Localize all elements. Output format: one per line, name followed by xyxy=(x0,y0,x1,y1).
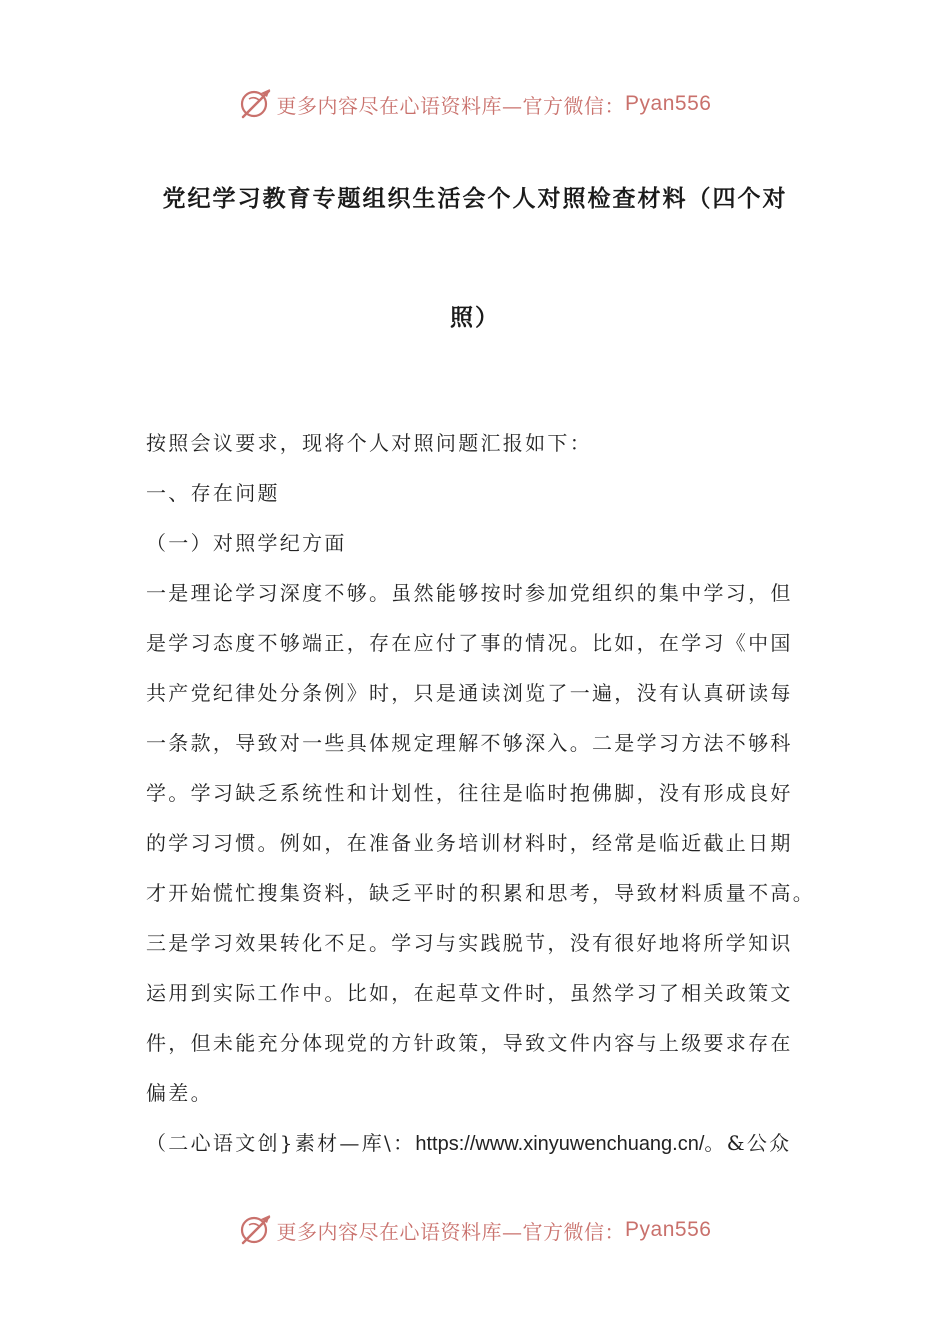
paragraph-line: 偏差。 xyxy=(146,1081,213,1105)
watermark-wechat-id: Pyan556 xyxy=(625,1218,712,1241)
watermark-banner-top xyxy=(0,84,950,124)
paragraph-line: 的学习习惯。例如，在准备业务培训材料时，经常是临近截止日期 xyxy=(146,831,793,855)
watermark-wechat-id: Pyan556 xyxy=(625,92,712,115)
document-title-line1: 党纪学习教育专题组织生活会个人对照检查材料（四个对 xyxy=(162,186,788,212)
document-body xyxy=(146,418,816,1169)
subsection2-prefix: （二心语文创}素材—库\： xyxy=(146,1131,416,1155)
paragraph-line: 一条款，导致对一些具体规定理解不够深入。二是学习方法不够科 xyxy=(146,731,793,755)
pen-logo-icon xyxy=(239,87,273,121)
watermark-text: 更多内容尽在心语资料库—官方微信： xyxy=(276,1219,626,1244)
paragraph-line: 学。学习缺乏系统性和计划性，往往是临时抱佛脚，没有形成良好 xyxy=(146,781,793,805)
watermark-text: 更多内容尽在心语资料库—官方微信： xyxy=(276,93,626,118)
subsection-heading-2 xyxy=(146,1118,816,1169)
body-paragraph xyxy=(146,568,816,1118)
paragraph-line: 才开始慌忙搜集资料，缺乏平时的积累和思考，导致材料质量不高。 xyxy=(146,881,815,905)
pen-logo-icon xyxy=(239,1213,273,1247)
subsection2-suffix: 。&公众 xyxy=(704,1131,792,1155)
subsection-heading: （一）对照学纪方面 xyxy=(146,531,347,555)
paragraph-line: 件，但未能充分体现党的方针政策，导致文件内容与上级要求存在 xyxy=(146,1031,793,1055)
paragraph-line: 三是学习效果转化不足。学习与实践脱节，没有很好地将所学知识 xyxy=(146,931,793,955)
section-heading: 一、存在问题 xyxy=(146,481,280,505)
watermark-banner-bottom xyxy=(0,1210,950,1250)
paragraph-line: 共产党纪律处分条例》时，只是通读浏览了一遍，没有认真研读每 xyxy=(146,681,793,705)
website-url: https://www.xinyuwenchuang.cn/ xyxy=(415,1133,705,1155)
paragraph-line: 一是理论学习深度不够。虽然能够按时参加党组织的集中学习，但 xyxy=(146,581,793,605)
paragraph-line: 运用到实际工作中。比如，在起草文件时，虽然学习了相关政策文 xyxy=(146,981,793,1005)
paragraph-line: 是学习态度不够端正，存在应付了事的情况。比如，在学习《中国 xyxy=(146,631,793,655)
intro-paragraph: 按照会议要求，现将个人对照问题汇报如下： xyxy=(146,431,592,455)
document-title-line2: 照） xyxy=(450,305,500,331)
